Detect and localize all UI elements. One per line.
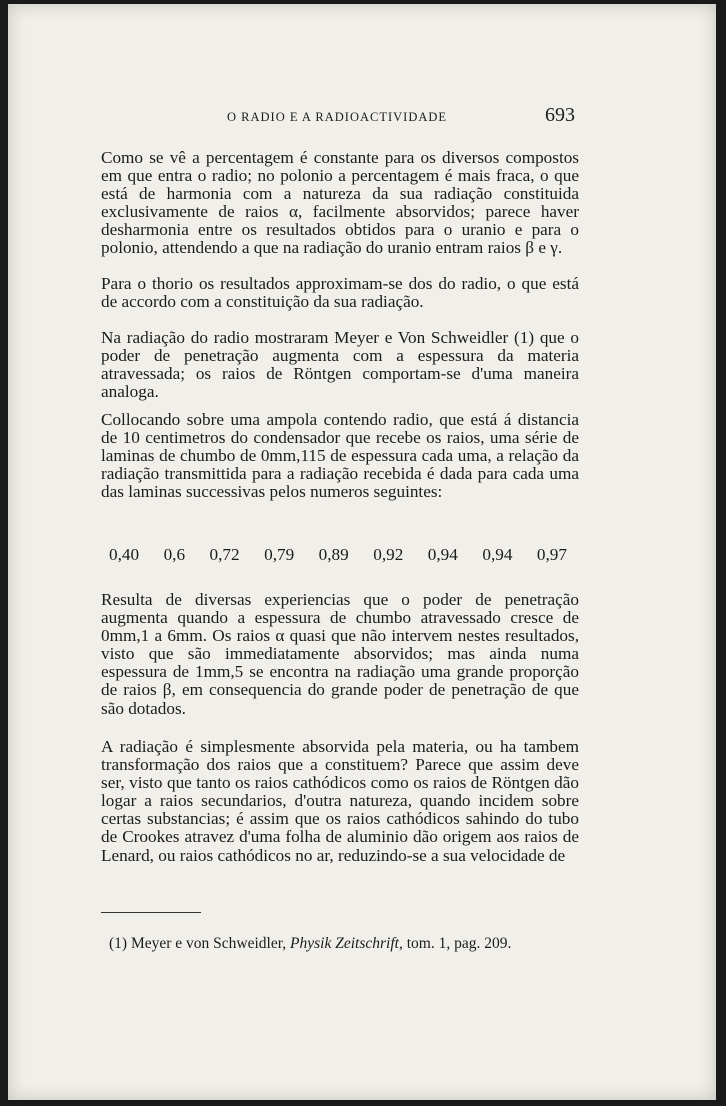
value-item: 0,79	[264, 545, 295, 564]
paragraph-percentage: Como se vê a percentagem é constante para os diversos compostos em que entra o radio; no polonio a percentagem é mais fraca, o que está de harmonia com a natureza da sua radiação constituida exclusivamente de raios α, facilmente absorvidos; parece haver desharmonia entre os resultados obtidos para o uranio e para o polonio, attendendo a que na radiação do uranio entram raios β e γ.	[101, 148, 579, 258]
paragraph-lead-plates: Collocando sobre uma ampola contendo radio, que está á distancia de 10 centimetros do condensador que recebe os raios, uma série de laminas de chumbo de 0mm,115 de espessura cada uma, a relação da radiação transmittida para a radiação recebida é dada para cada uma das laminas successivas pelos numeros seguintes:	[101, 410, 579, 502]
paragraph-penetration: Na radiação do radio mostraram Meyer e Von Schweidler (1) que o poder de penetração augmenta com a espessura da materia atravessada; os raios de Röntgen comportam-se d'uma maneira analoga.	[101, 328, 579, 402]
paragraph-experiments: Resulta de diversas experiencias que o poder de penetração augmenta quando a espessura de chumbo atravessado cresce de 0mm,1 a 6mm. Os raios α quasi que não intervem nestes resultados, visto que são immediatamente absorvidos; mas ainda numa espessura de 1mm,5 se encontra na radiação uma grande proporção de raios β, em consequencia do grande poder de penetração de que são dotados.	[101, 590, 579, 718]
paragraph-thorio: Para o thorio os resultados approximam-se dos do radio, o que está de accordo com a constituição da sua radiação.	[101, 274, 579, 312]
value-item: 0,72	[209, 545, 240, 564]
transmission-values	[101, 545, 579, 565]
running-title: O RADIO E A RADIOACTIVIDADE	[227, 110, 448, 124]
footnote-marker: (1)	[109, 935, 128, 952]
value-item: 0,94	[482, 545, 513, 564]
footnote	[109, 935, 579, 953]
value-item: 0,94	[427, 545, 458, 564]
value-item: 0,92	[373, 545, 404, 564]
paragraph-absorption: A radiação é simplesmente absorvida pela materia, ou ha tambem transformação dos raios que a constituem? Parece que assim deve ser, visto que tanto os raios cathódicos como os raios de Röntgen dão logar a raios secundarios, d'outra natureza, quando incidem sobre certas substancias; é assim que os raios cathódicos sahindo do tubo de Crookes atravez d'uma folha de aluminio dão origem aos raios de Lenard, ou raios cathódicos no ar, reduzindo-se a sua velocidade de	[101, 737, 579, 865]
value-item: 0,89	[318, 545, 349, 564]
value-item: 0,6	[163, 545, 186, 564]
footnote-journal: Physik Zeitschrift,	[290, 935, 403, 952]
footnote-divider	[101, 912, 201, 913]
page-header	[101, 104, 579, 128]
value-item: 0,40	[109, 545, 140, 564]
book-page	[8, 4, 716, 1100]
page-number: 693	[545, 104, 575, 126]
value-item: 0,97	[536, 545, 567, 564]
footnote-reference: tom. 1, pag. 209.	[406, 935, 512, 952]
footnote-authors: Meyer e von Schweidler,	[130, 935, 287, 952]
